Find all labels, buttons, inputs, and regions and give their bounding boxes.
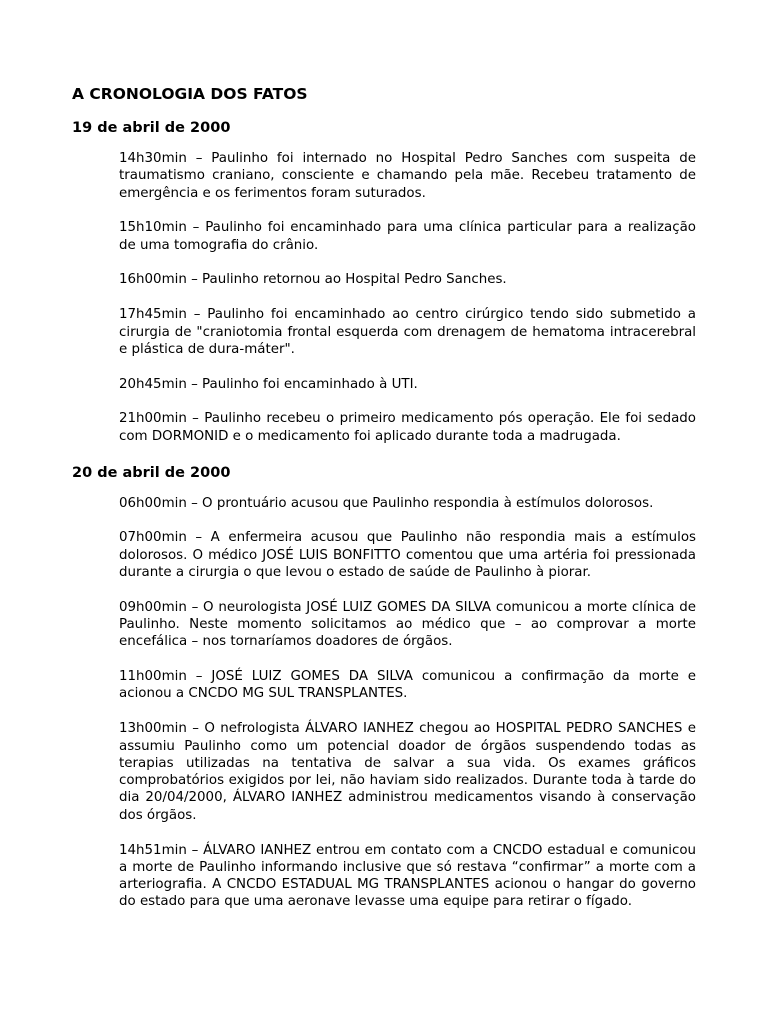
document-title: A CRONOLOGIA DOS FATOS xyxy=(72,85,308,103)
timeline-entries xyxy=(72,150,696,445)
timeline-entry: 07h00min – A enfermeira acusou que Paulinho não respondia mais a estímulos dolorosos. O médico JOSÉ LUIS BONFITTO comentou que uma artéria foi pressionada durante a cirurgia o que levou o estado de saúde de Paulinho à piorar. xyxy=(119,530,696,580)
timeline-entry: 06h00min – O prontuário acusou que Paulinho respondia à estímulos dolorosos. xyxy=(119,495,654,511)
timeline-entry: 21h00min – Paulinho recebeu o primeiro medicamento pós operação. Ele foi sedado com DORMONID e o medicamento foi aplicado durante toda a madrugada. xyxy=(119,411,696,444)
timeline-entry: 09h00min – O neurologista JOSÉ LUIZ GOMES DA SILVA comunicou a morte clínica de Paulinho. Neste momento solicitamos ao médico que – ao comprovar a morte encefálica – nos tornaríamos doadores de órgãos. xyxy=(119,599,696,650)
timeline-entry: 14h51min – ÁLVARO IANHEZ entrou em contato com a CNCDO estadual e comunicou a morte de Paulinho informando inclusive que só restava “confirmar” a morte com a arteriografia. A CNCDO ESTADUAL MG TRANSPLANTES acionou o hangar do governo do estado para que uma aeronave levasse uma equipe para retirar o fígado. xyxy=(119,842,696,910)
timeline-entry: 13h00min – O nefrologista ÁLVARO IANHEZ chegou ao HOSPITAL PEDRO SANCHES e assumiu Paulinho como um potencial doador de órgãos suspendendo todas as terapias utilizadas na tentativa de salvar a sua vida. Os exames gráficos comprobatórios exigidos por lei, não haviam sido realizados. Durante toda à tarde do dia 20/04/2000, ÁLVARO IANHEZ administrou medicamentos visando à conservação dos órgãos. xyxy=(119,721,696,823)
timeline-entry: 16h00min – Paulinho retornou ao Hospital Pedro Sanches. xyxy=(119,272,507,288)
date-heading: 19 de abril de 2000 xyxy=(72,120,231,136)
section-20-abril xyxy=(72,463,696,911)
timeline-entries xyxy=(72,495,696,911)
timeline-entry: 20h45min – Paulinho foi encaminhado à UTI. xyxy=(119,376,418,392)
timeline-entry: 15h10min – Paulinho foi encaminhado para uma clínica particular para a realização de uma tomografia do crânio. xyxy=(119,220,696,253)
timeline-entry: 11h00min – JOSÉ LUIZ GOMES DA SILVA comunicou a confirmação da morte e acionou a CNCDO MG SUL TRANSPLANTES. xyxy=(119,669,696,702)
section-19-abril xyxy=(72,118,696,445)
date-heading: 20 de abril de 2000 xyxy=(72,464,231,481)
timeline-entry: 14h30min – Paulinho foi internado no Hospital Pedro Sanches com suspeita de traumatismo craniano, consciente e chamando pela mãe. Recebeu tratamento de emergência e os ferimentos foram suturados. xyxy=(119,151,696,201)
timeline-entry: 17h45min – Paulinho foi encaminhado ao centro cirúrgico tendo sido submetido a cirurgia de "craniotomia frontal esquerda com drenagem de hematoma intracerebral e plástica de dura-máter". xyxy=(119,307,696,357)
